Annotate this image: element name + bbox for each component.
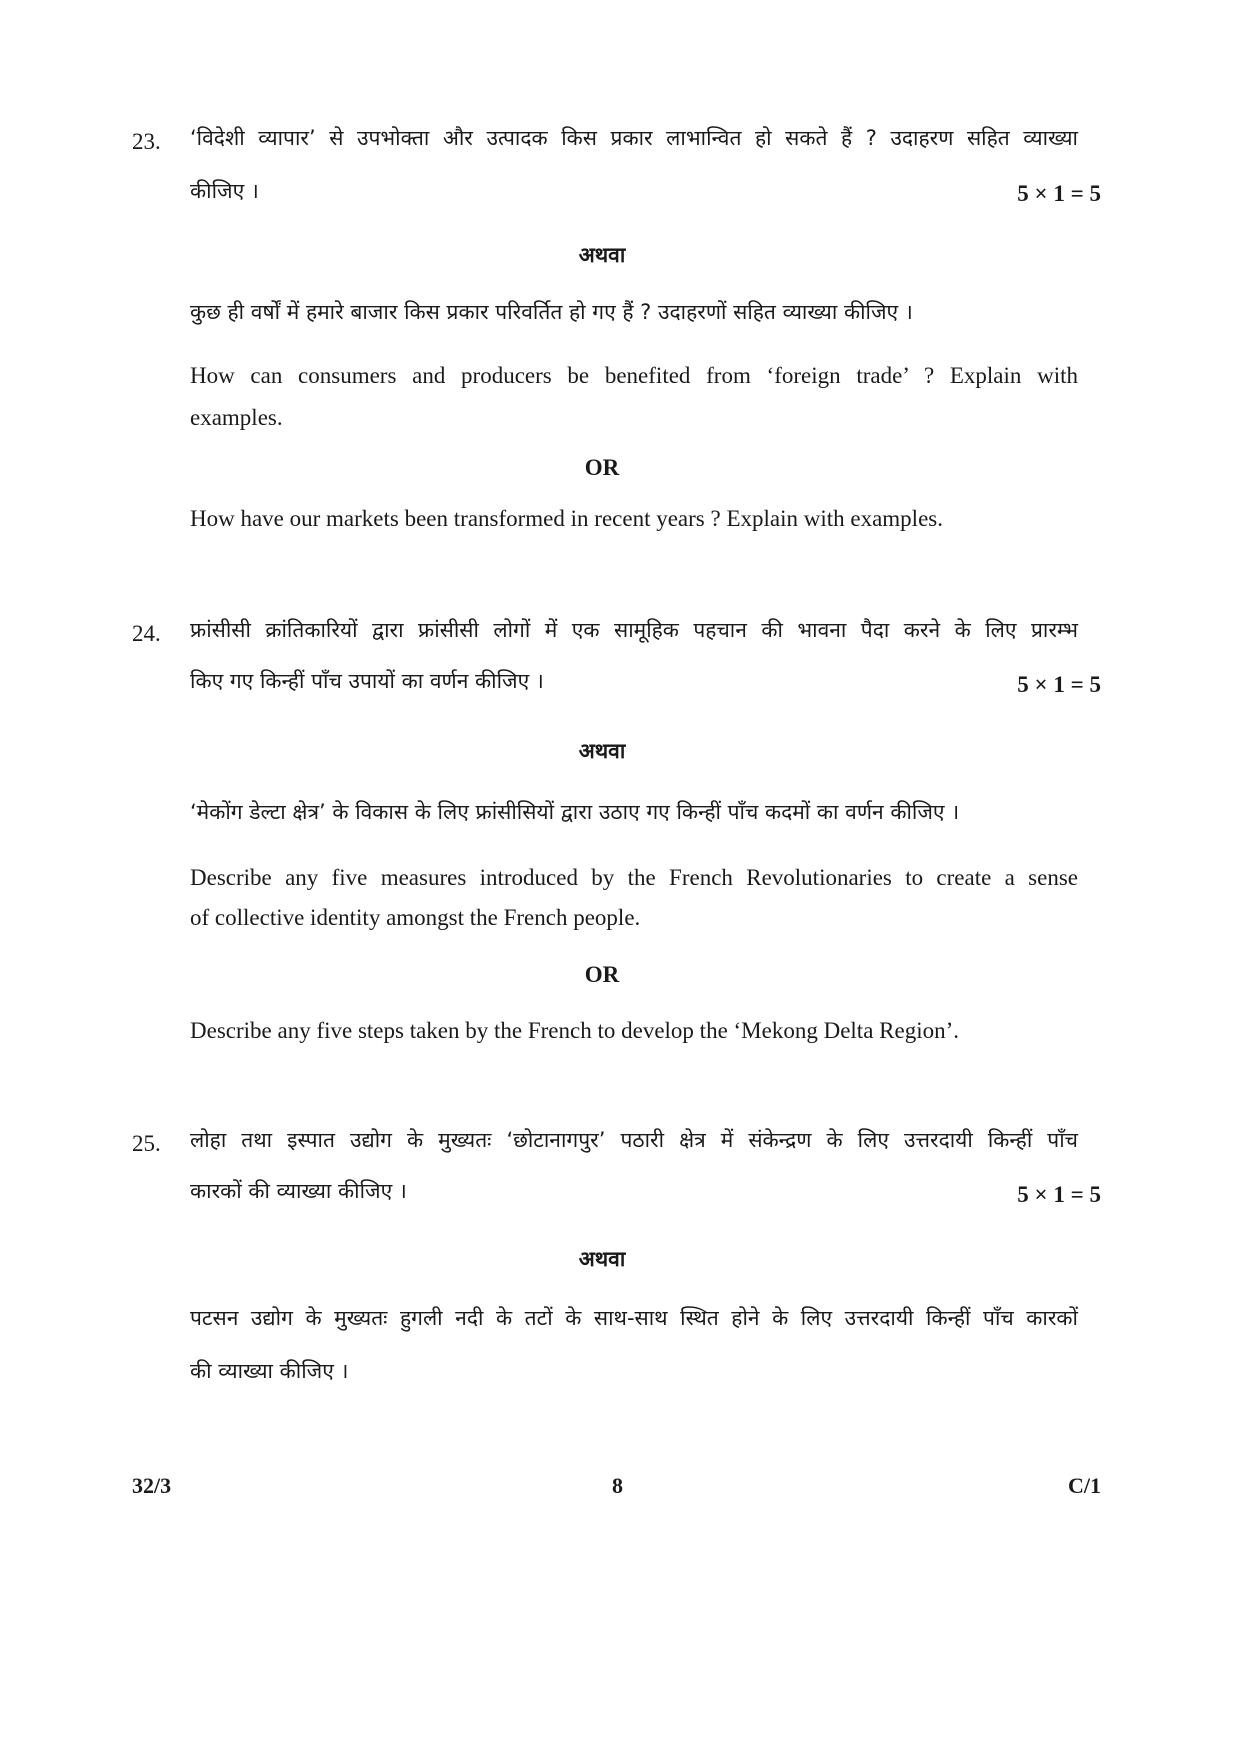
- hindi-alternative-line: ‘मेकोंग डेल्टा क्षेत्र’ के विकास के लिए फ्रांसीसियों द्वारा उठाए गए किन्हीं पाँच कदमों का वर्णन कीजिए ।: [190, 800, 960, 824]
- hindi-question-line: लोहा तथा इस्पात उद्योग के मुख्यतः ‘छोटानागपुर’ पठारी क्षेत्र में संकेन्द्रण के लिए उत्तरदायी किन्हीं पाँच: [190, 1128, 1078, 1152]
- english-question-line: Describe any five measures introduced by the French Revolutionaries to create a sense: [190, 865, 1078, 890]
- or-divider-english: OR: [584, 455, 620, 480]
- english-question-line: of collective identity amongst the French people.: [190, 905, 641, 930]
- english-alternative-line: Describe any five steps taken by the French to develop the ‘Mekong Delta Region’.: [190, 1018, 959, 1043]
- marks-label: 5 × 1 = 5: [1017, 1182, 1101, 1207]
- hindi-question-line: कीजिए ।: [190, 179, 259, 203]
- marks-label: 5 × 1 = 5: [1017, 672, 1101, 697]
- hindi-question-line: फ्रांसीसी क्रांतिकारियों द्वारा फ्रांसीसी लोगों में एक सामूहिक पहचान की भावना पैदा करने के लिए प्रारम्भ: [190, 618, 1078, 642]
- or-divider-hindi: अथवा: [578, 243, 626, 267]
- marks-label: 5 × 1 = 5: [1017, 181, 1101, 206]
- english-question-line: examples.: [190, 405, 283, 430]
- hindi-question-line: किए गए किन्हीं पाँच उपायों का वर्णन कीजिए ।: [190, 669, 544, 693]
- english-question-line: How can consumers and producers be benefited from ‘foreign trade’ ? Explain with: [190, 363, 1078, 388]
- or-divider-hindi: अथवा: [578, 739, 626, 763]
- hindi-question-line: ‘विदेशी व्यापार’ से उपभोक्ता और उत्पादक किस प्रकार लाभान्वित हो सकते हैं ? उदाहरण सहित व्याख्या: [190, 126, 1078, 150]
- hindi-question-line: कारकों की व्याख्या कीजिए ।: [190, 1179, 407, 1203]
- english-alternative-line: How have our markets been transformed in recent years ? Explain with examples.: [190, 506, 943, 531]
- hindi-alternative-line: कुछ ही वर्षों में हमारे बाजार किस प्रकार परिवर्तित हो गए हैं ? उदाहरणों सहित व्याख्या कीजिए ।: [190, 300, 913, 324]
- question-number: 24.: [132, 621, 161, 646]
- question-number: 23.: [132, 129, 161, 154]
- or-divider-hindi: अथवा: [578, 1247, 626, 1271]
- page-number: 8: [612, 1473, 623, 1498]
- paper-code: 32/3: [132, 1473, 172, 1498]
- question-number: 25.: [132, 1131, 161, 1156]
- hindi-alternative-line: पटसन उद्योग के मुख्यतः हुगली नदी के तटों के साथ-साथ स्थित होने के लिए उत्तरदायी किन्हीं पाँच कारकों: [190, 1306, 1078, 1330]
- set-code: C/1: [1068, 1473, 1101, 1498]
- hindi-alternative-line: की व्याख्या कीजिए ।: [190, 1359, 349, 1383]
- or-divider-english: OR: [584, 962, 620, 987]
